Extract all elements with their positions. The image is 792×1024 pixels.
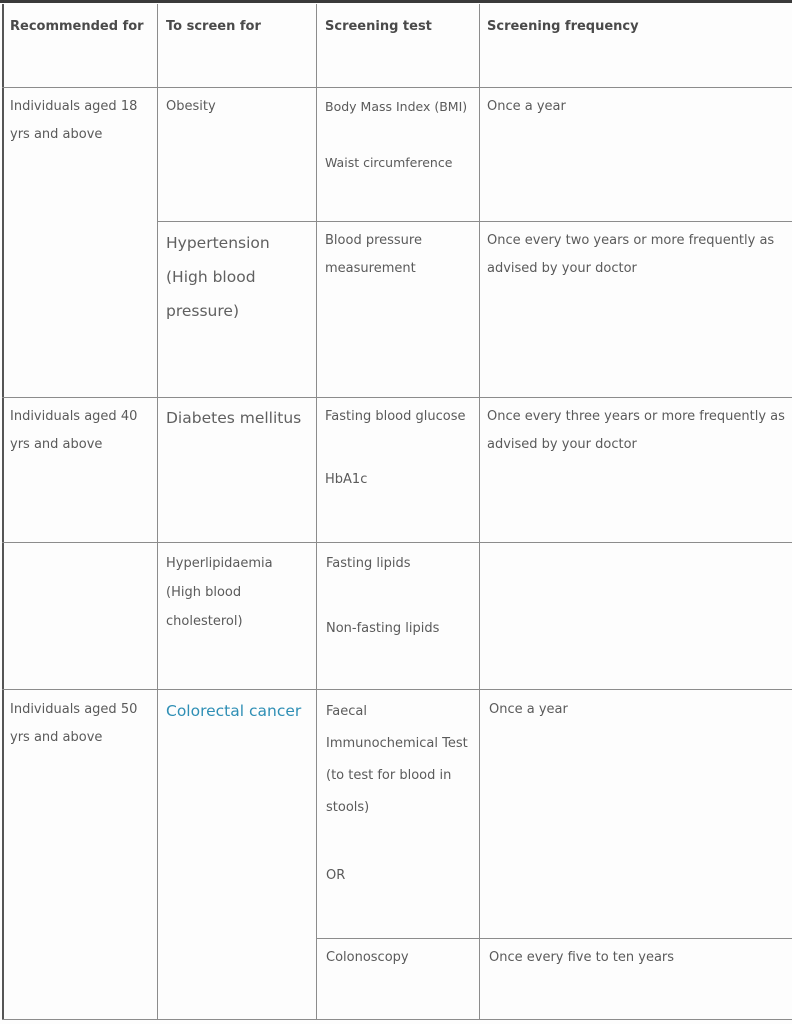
table-left-border xyxy=(2,4,4,1020)
condition-cell: Obesity xyxy=(166,99,216,114)
test-cell: Body Mass Index (BMI) Waist circumference xyxy=(325,99,468,170)
header-screening-frequency: Screening frequency xyxy=(487,19,639,34)
frequency-cell: Once every five to ten years xyxy=(489,950,675,965)
test-cell: Colonoscopy xyxy=(326,950,409,965)
test-cell: Fasting blood glucose HbA1c xyxy=(325,409,466,487)
header-recommended-for: Recommended for xyxy=(10,19,144,34)
frequency-cell: Once a year xyxy=(487,99,566,114)
frequency-cell: Once every three years or more frequently as advised by your doctor xyxy=(487,409,785,452)
test-cell: Faecal Immunochemical Test (to test for blood in stools) OR xyxy=(326,704,468,883)
frequency-cell: Once a year xyxy=(489,702,568,717)
column-divider xyxy=(479,4,480,1020)
table-bottom-border xyxy=(2,1019,792,1020)
row-divider xyxy=(2,542,792,543)
recommended-for-cell: Individuals aged 18 yrs and above xyxy=(10,99,138,142)
frequency-cell: Once every two years or more frequently as advised by your doctor xyxy=(487,233,775,276)
row-divider xyxy=(2,87,792,88)
colorectal-cancer-link[interactable]: Colorectal cancer xyxy=(166,702,302,720)
column-divider xyxy=(157,4,158,1020)
test-cell: Blood pressure measurement xyxy=(325,233,422,276)
header-screening-test: Screening test xyxy=(325,19,432,34)
row-divider xyxy=(157,221,792,222)
row-divider xyxy=(316,938,792,939)
row-divider xyxy=(2,397,792,398)
condition-cell: Hypertension (High blood pressure) xyxy=(166,234,270,320)
condition-cell: Hyperlipidaemia (High blood cholesterol) xyxy=(166,556,273,629)
condition-cell: Diabetes mellitus xyxy=(166,409,302,427)
column-divider xyxy=(316,4,317,1020)
test-cell: Fasting lipids Non-fasting lipids xyxy=(326,556,440,636)
recommended-for-cell: Individuals aged 50 yrs and above xyxy=(10,702,138,745)
recommended-for-cell: Individuals aged 40 yrs and above xyxy=(10,409,138,452)
header-to-screen-for: To screen for xyxy=(166,19,261,34)
row-divider xyxy=(2,689,792,690)
